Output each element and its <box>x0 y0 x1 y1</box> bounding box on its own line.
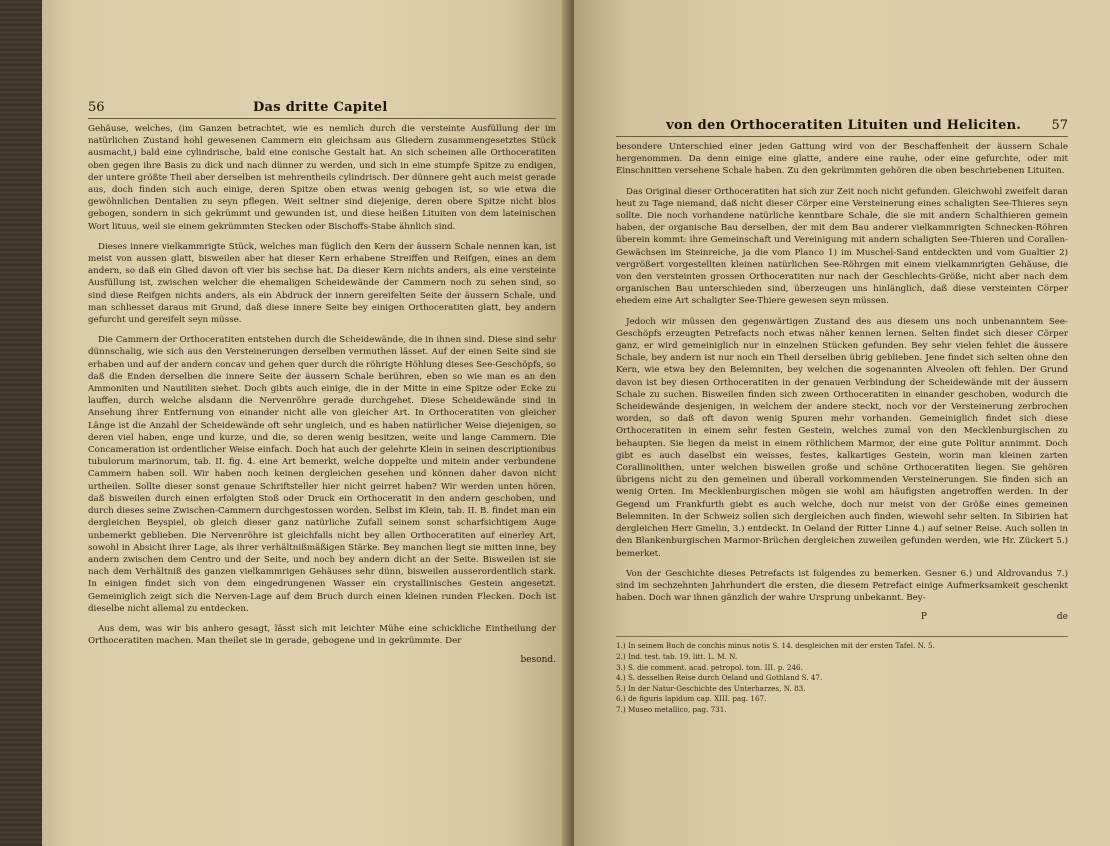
right-running-title: von den Orthoceratiten Lituiten und Heliciten. <box>666 118 1022 133</box>
right-paragraph-4: Von der Geschichte dieses Petrefacts ist folgendes zu bemerken. Gesner 6.) und Aldrovandus 7.) sind im sechzehnten Jahrhundert die ersten, die diesem Petrefact einige Aufmerksamkeit geschenkt haben. Doch war ihnen gänzlich der wahre Ursprung unbekannt. Bey- <box>616 568 1068 604</box>
page-stack-edge <box>0 0 42 846</box>
right-page-number: 57 <box>1051 118 1068 133</box>
footnote: 4.) S. desselben Reise durch Oeland und Gothland S. 47. <box>616 673 823 683</box>
footnote: 6.) de figuris lapidum cap. XIII. pag. 167. <box>616 694 767 704</box>
left-catchword: besond. <box>520 655 556 666</box>
left-page <box>42 0 570 846</box>
left-page-header <box>88 100 556 119</box>
left-running-title: Das dritte Capitel <box>252 100 388 115</box>
right-paragraph-2: Das Original dieser Orthoceratiten hat sich zur Zeit noch nicht gefunden. Gleichwohl zweifelt daran heut zu Tage niemand, daß nicht dieser Cörper eine Versteinerung eines schaligten See-Thieres seyn sollte. Die noch vorhandene natürliche kenntbare Schale, die sie mit andern Schalthieren gemein haben, der organische Bau derselben, der mit dem Bau anderer vielkammrigten Schnecken-Röhren überein kommt: ihre Gemeinschaft und Vereinigung mit andern schaligten See-Thieren und Corallen-Gewächsen im Steinreiche, ja die vom Planco 1) im Muschel-Sand entdeckten und vom Gualtier 2) vergrößert vorgestellten kleinen natürlichen See-Röhrgen mit einem vielkammrigten Gehäuse, die von den versteinten grossen Orthoceratiten nur nach der Geschlechts-Größe, nicht aber nach dem organischen Bau unterschieden sind, überzeugen uns hinlänglich, daß diese versteinten Cörper ehedem eine Art schaligter See-Thiere gewesen seyn müssen. <box>616 186 1068 307</box>
right-page-header <box>616 118 1068 137</box>
left-paragraph-3: Die Cammern der Orthoceratiten entstehen durch die Scheidewände, die in ihnen sind. Diese sind sehr dünnschalig, wie sich aus den Versteinerungen derselben vermuthen lässet. Auf der einen Seite sind sie erhaben und auf der andern concav und gehen quer durch die röhrigte Höhlung dieses See-Geschöpfs, so daß die Enden derselben die innere Seite der äussern Schale berühren, eben so wie man es an den Ammoniten und Nautiliten siehet. Doch gibts auch einige, die in der Mitte in eine Spitze oder Ecke zu lauffen, durch welche alsdann die Nervenröhre gerade durchgehet. Diese Scheidewände sind in Ansehung ihrer Entfernung von einander nicht alle von gleicher Art. In Orthoceratiten von gleicher Länge ist die Anzahl der Scheidewände oft sehr ungleich, und es haben natürlicher Weise diejenigen, so deren viel haben, enge und kurze, und die, so deren wenig besitzen, weite und lange Cammern. Die Concameration ist ordentlicher Weise einfach. Doch hat auch der gelehrte Klein in seinen descriptionibus tubulorum marinorum, tab. II. fig. 4. eine Art bemerkt, welche doppelte und mitein ander verbundene Cammern haben soll. Wir haben noch keinen dergleichen gesehen und können daher davon nicht urtheilen. Sollte dieser sonst genaue Schriftsteller hier nicht geirret haben? Wir werden unten hören, daß bisweilen durch einen erfolgten Stoß oder Druck ein Orthoceratit in den andern geschoben, und durch dieses seine Zwischen-Cammern durchgestossen worden. Selbst im Klein, tab. II. B. findet man ein dergleichen Beyspiel, ob gleich dieser ganz natürliche Zufall seinem sonst scharfsichtigem Auge unbemerkt geblieben. Die Nervenröhre ist gleichfalls nicht bey allen Orthoceratiten auf einerley Art, sowohl in Absicht ihrer Lage, als ihrer verhältnißmäßigen Stärke. Bey manchen liegt sie mitten inne, bey andern zwischen dem Centro und der Seite, und noch bey andern dicht an der Seite. Bisweilen ist sie nach dem Verhältniß des ganzen vielkammrigen Gehäuses sehr dünn, bisweilen ausserordentlich stark. In einigen findet sich von dem eingedrungenen Wasser ein crystallinisches Gestein angesetzt. Gemeiniglich zeigt sich die Nerven-Lage auf dem Bruch durch einen kleinen runden Flecken. Doch ist dieselbe nicht allemal zu entdecken. <box>88 335 556 614</box>
right-paragraph-1: besondere Unterschied einer jeden Gattung wird von der Beschaffenheit der äussern Schale hergenommen. Da denn einige eine glatte, andere eine rauhe, oder eine gefurchte, oder mit Einschnitten versehene Schale haben. Zu den gekrümmten gehören die oben beschriebenen Lituiten. <box>616 142 1068 177</box>
left-paragraph-4: Aus dem, was wir bis anhero gesagt, lässt sich mit leichter Mühe eine schickliche Eintheilung der Orthoceratiten machen. Man theilet sie in gerade, gebogene und in gekrümmte. Der <box>88 623 556 647</box>
right-catchword: de <box>1056 612 1068 623</box>
left-page-number: 56 <box>88 100 105 115</box>
left-catchword-row <box>88 655 556 665</box>
footnote: 5.) In der Natur-Geschichte des Unterharzes, N. 83. <box>616 683 806 693</box>
footnote: 1.) In seinem Buch de conchis minus notis S. 14. desgleichen mit der ersten Tafel. N. 5. <box>616 641 935 651</box>
right-catchword-row <box>616 612 1068 622</box>
left-paragraph-1: Gehäuse, welches, (im Ganzen betrachtet, wie es nemlich durch die versteinte Ausfüllung der im natürlichen Zustand hohl gewesenen Cammern ein gleichsam aus Gliedern zusammengesetztes Stück ausmacht,) bald eine cylindrische, bald eine conische Gestalt hat. An sich scheinen alle Orthoceratiten oben gegen ihre Basis zu dick und nach dünner zu werden, und sich in eine stumpfe Spitze zu endigen, der untere größte Theil aber derselben ist mehrentheils cylindrisch. Der dünnere geht auch meist gerade aus, doch finden sich auch einige, deren Spitze oben etwas wenig gebogen ist, so wie etwa die gewöhnlichen Dentalien zu seyn pflegen. Weit seltner sind diejenige, deren obere Spitze nicht blos gebogen, sondern in sich gekrümmt und gewunden ist, und diese heißen Lituiten von dem lateinischen Wort lituus, weil sie einem gekrümmten Stecken oder Bischoffs-Stabe ähnlich sind. <box>88 124 556 232</box>
signature-mark: P <box>920 612 927 623</box>
right-paragraph-3: Jedoch wir müssen den gegenwärtigen Zustand des aus diesem uns noch unbenanntem See-Geschöpfs erzeugten Petrefacts noch etwas näher kennen lernen. Selten findet sich dieser Cörper ganz, er wird gemeiniglich nur in einzelnen Stücken gefunden. Bey sehr vielen fehlet die äussere Schale, bey andern ist nur noch ein Theil derselben übrig geblieben. Jene findet sich selten ohne den Kern, wie etwa bey den Belemniten, bey welchen die sogenannten Alveolen oft fehlen. Der Grund davon ist bey diesen Orthoceratiten in der genauen Verbindung der Scheidewände mit der äussern Schale zu suchen. Bisweilen finden sich zween Orthoceratiten in einander geschoben, wodurch die Scheidewände desjenigen, in welchem der andere steckt, noch vor der Versteinerung zerbrochen worden, so daß oft davon wenig Spuren mehr vorhanden. Gemeiniglich findet sich diese Orthoceratiten in einem sehr festen Gestein, welches zumal von den Mecklenburgischen zu behaupten. Sie liegen da meist in einem röthlichem Marmor, der eine gute Politur annimmt. Doch gibt es auch daselbst ein weisses, festes, kalkartiges Gestein, worin man kleinen zarten Corallinolithen, unter welchen bisweilen große und schöne Orthoceratiten liegen. Sie gehören übrigens nicht zu den gemeinen und überall vorkommenden Versteinerungen. Sie finden sich an wenig Orten. Im Mecklenburgischen mögen sie wohl am häufigsten angetroffen werden. In der Gegend um Frankfurth giebt es auch welche, doch nur meist von der Größe eines gemeinen Belemniten. In der Schweiz sollen sich dergleichen auch finden, wiewohl sehr selten. In Sibirien hat dergleichen Herr Gmelin, 3.) entdeckt. In Oeland der Ritter Linne 4.) auf seiner Reise. Auch sollen in den Blankenburgischen Marmor-Brüchen dergleichen zuweilen gefunden werden, wie Hr. Zückert 5.) bemerket. <box>616 316 1068 559</box>
right-page <box>574 0 1110 846</box>
footnote: 7.) Museo metallico, pag. 731. <box>616 704 727 714</box>
footnote: 3.) S. die comment. acad. petropol. tom. III. p. 246. <box>616 662 803 672</box>
footnote: 2.) Ind. test. tab. 19. litt. L. M. N. <box>616 651 738 661</box>
left-paragraph-2: Dieses innere vielkammrigte Stück, welches man füglich den Kern der äussern Schale nennen kan, ist meist von aussen glatt, bisweilen aber hat dieser Kern erhabene Streiffen und Reifgen, eines an dem andern, so daß ein Glied davon oft vier bis sechse hat. Da dieser Kern nichts anders, als eine versteinte Ausfüllung ist, zwischen welcher die ehemaligen Scheidewände der Cammern noch zu sehen sind, so sind diese Reifgen nichts anders, als ein Abdruck der innern gereifelten Seite der äussern Schale, und man schliesset daraus mit Grund, daß diese innere Seite bey einigen Orthoceratiten glatt, bey andern gefurcht und gereifelt seyn müsse. <box>88 241 556 326</box>
footnotes <box>616 636 1068 715</box>
